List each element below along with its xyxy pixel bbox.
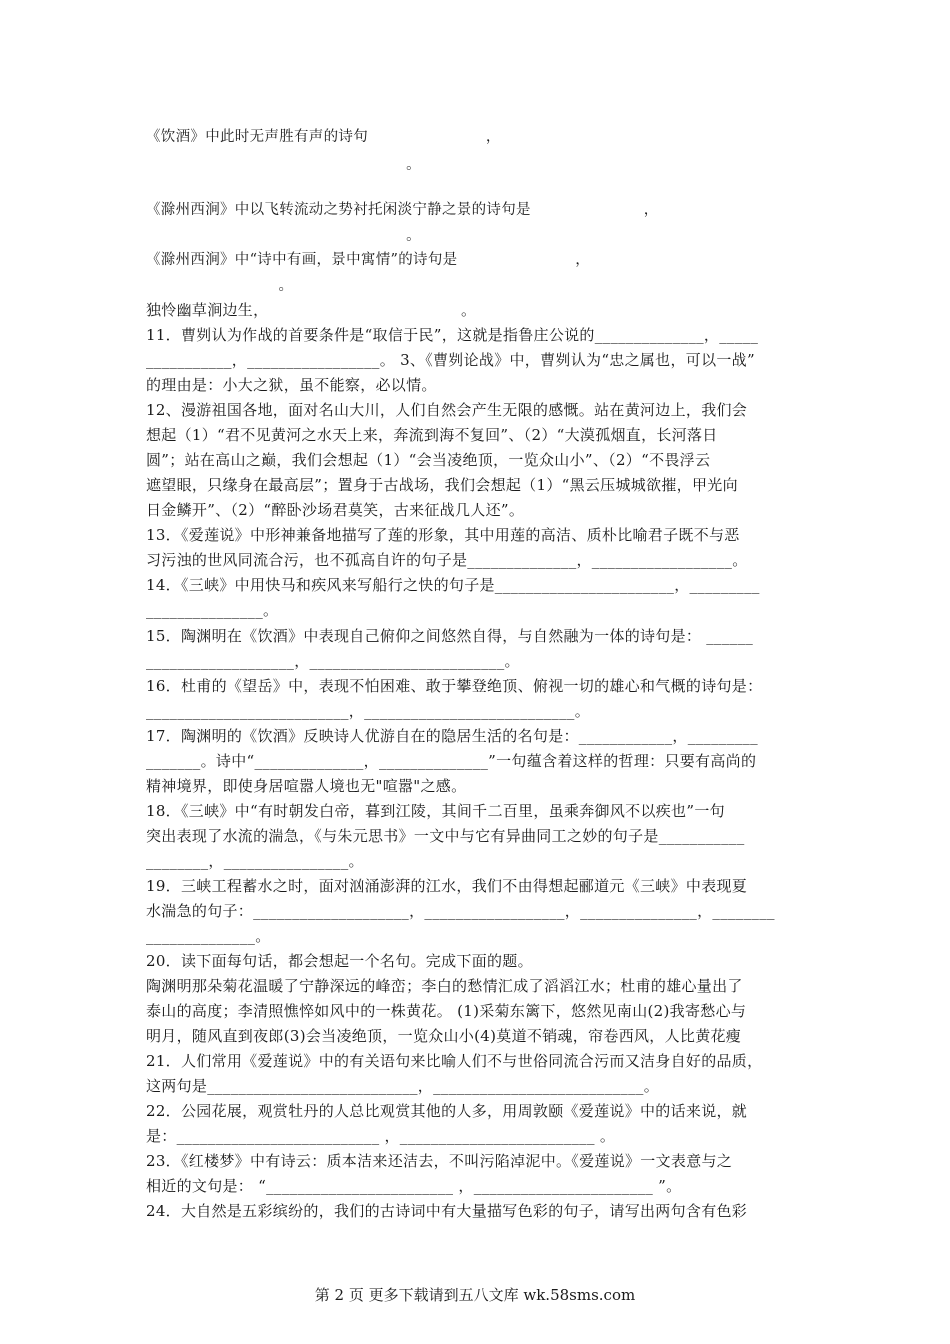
question-17: 17．陶渊明的《饮酒》反映诗人优游自在的隐居生活的名句是：____________，_________	[146, 727, 758, 745]
question-18: 18．《三峡》中“有时朝发白帝，暮到江陵，其间千二百里，虽乘奔御风不以疾也”一句	[146, 802, 725, 820]
text-line: ___________，_________________。 3、《曹刿论战》中，曹刿认为“忠之属也，可以一战”	[146, 351, 755, 369]
text-line: 《滁州西涧》中“诗中有画，景中寓情”的诗句是 ，	[146, 252, 591, 268]
question-21: 21．人们常用《爱莲说》中的有关语句来比喻人们不与世俗同流合污而又洁身自好的品质，	[146, 1052, 763, 1070]
question-20: 20．读下面每句话，都会想起一个名句。完成下面的题。	[146, 952, 533, 970]
text-line: _______________。	[146, 601, 279, 619]
text-line: __________________________，___________________________。	[146, 702, 590, 720]
text-line: 这两句是___________________________，___________________________。	[146, 1077, 659, 1095]
text-line: ___________________，_________________________。	[146, 652, 520, 670]
text-line: 相近的文句是： “________________________ ，_______________________ ”。	[146, 1177, 682, 1195]
text-line: 圆”；站在高山之巅，我们会想起（1）“会当凌绝顶，一览众山小”、（2）“不畏浮云	[146, 451, 711, 469]
text-line: ______________。	[146, 927, 271, 945]
question-15: 15．陶渊明在《饮酒》中表现自己俯仰之间悠然自得，与自然融为一体的诗句是： ______	[146, 627, 754, 645]
question-19: 19．三峡工程蓄水之时，面对汹涌澎湃的江水，我们不由得想起郦道元《三峡》中表现夏	[146, 877, 748, 895]
text-line: 日金鳞开”、（2）“醉卧沙场君莫笑，古来征战几人还”。	[146, 501, 525, 519]
text-line: 水湍急的句子：____________________，__________________，_______________，________	[146, 902, 775, 920]
text-line: 陶渊明那朵菊花温暖了宁静深远的峰峦；李白的愁情汇成了滔滔江水；杜甫的雄心量出了	[146, 977, 743, 995]
text-line: 《饮酒》中此时无声胜有声的诗句 ，	[146, 129, 501, 145]
text-line: 。	[146, 278, 294, 294]
text-line: _______。诗中“______________，______________”一句蕴含着这样的哲理：只要有高尚的	[146, 752, 757, 770]
text-line: 精神境界，即使身居喧嚣人境也无"喧嚣"之感。	[146, 777, 467, 795]
text-line: 遮望眼，只缘身在最高层”；置身于古战场，我们会想起（1）“黑云压城城欲摧，甲光向	[146, 476, 738, 494]
question-23: 23．《红楼梦》中有诗云：质本洁来还洁去，不叫污陷淖泥中。《爱莲说》一文表意与之	[146, 1152, 733, 1170]
text-line: 《滁州西涧》中以飞转流动之势衬托闲淡宁静之景的诗句是 ，	[146, 202, 659, 218]
text-line: 是：__________________________ ，_________________________ 。	[146, 1127, 616, 1145]
text-line: 突出表现了水流的湍急，《与朱元思书》一文中与它有异曲同工之妙的句子是___________	[146, 827, 745, 845]
question-11: 11．曹刿认为作战的首要条件是“取信于民”，这就是指鲁庄公说的______________，_____	[146, 326, 759, 344]
question-22: 22．公园花展，观赏牡丹的人总比观赏其他的人多，用周敦颐《爱莲说》中的话来说，就	[146, 1102, 748, 1120]
text-line: 。	[146, 157, 421, 173]
question-14: 14．《三峡》中用快马和疾风来写船行之快的句子是_______________________，_________	[146, 576, 760, 594]
question-24: 24．大自然是五彩缤纷的，我们的古诗词中有大量描写色彩的句子，请写出两句含有色彩	[146, 1202, 748, 1220]
text-line: 独怜幽草涧边生， 。	[146, 301, 477, 319]
text-line: 想起（1）“君不见黄河之水天上来，奔流到海不复回”、（2）“大漠孤烟直，长河落日	[146, 426, 718, 444]
text-line: ________，________________。	[146, 852, 364, 870]
text-line: 的理由是：小大之狱，虽不能察，必以情。	[146, 376, 437, 394]
text-line: 习污浊的世风同流合污，也不孤高自许的句子是______________，__________________。	[146, 551, 748, 569]
question-12: 12、漫游祖国各地，面对名山大川，人们自然会产生无限的感慨。站在黄河边上，我们会	[146, 401, 748, 419]
question-16: 16．杜甫的《望岳》中，表现不怕困难、敢于攀登绝顶、俯视一切的雄心和气概的诗句是：	[146, 677, 763, 695]
text-line: 明月，随风直到夜郎(3)会当凌绝顶，一览众山小(4)莫道不销魂，帘卷西风，人比黄花瘦	[146, 1027, 742, 1045]
page-footer: 第 2 页 更多下载请到五八文库 wk.58sms.com	[314, 1286, 636, 1304]
question-13: 13．《爱莲说》中形神兼备地描写了莲的形象，其中用莲的高洁、质朴比喻君子既不与恶	[146, 526, 740, 544]
text-line: 泰山的高度；李清照憔悴如风中的一株黄花。 (1)采菊东篱下，悠然见南山(2)我寄愁心与	[146, 1002, 747, 1020]
text-line: 。	[146, 228, 421, 244]
